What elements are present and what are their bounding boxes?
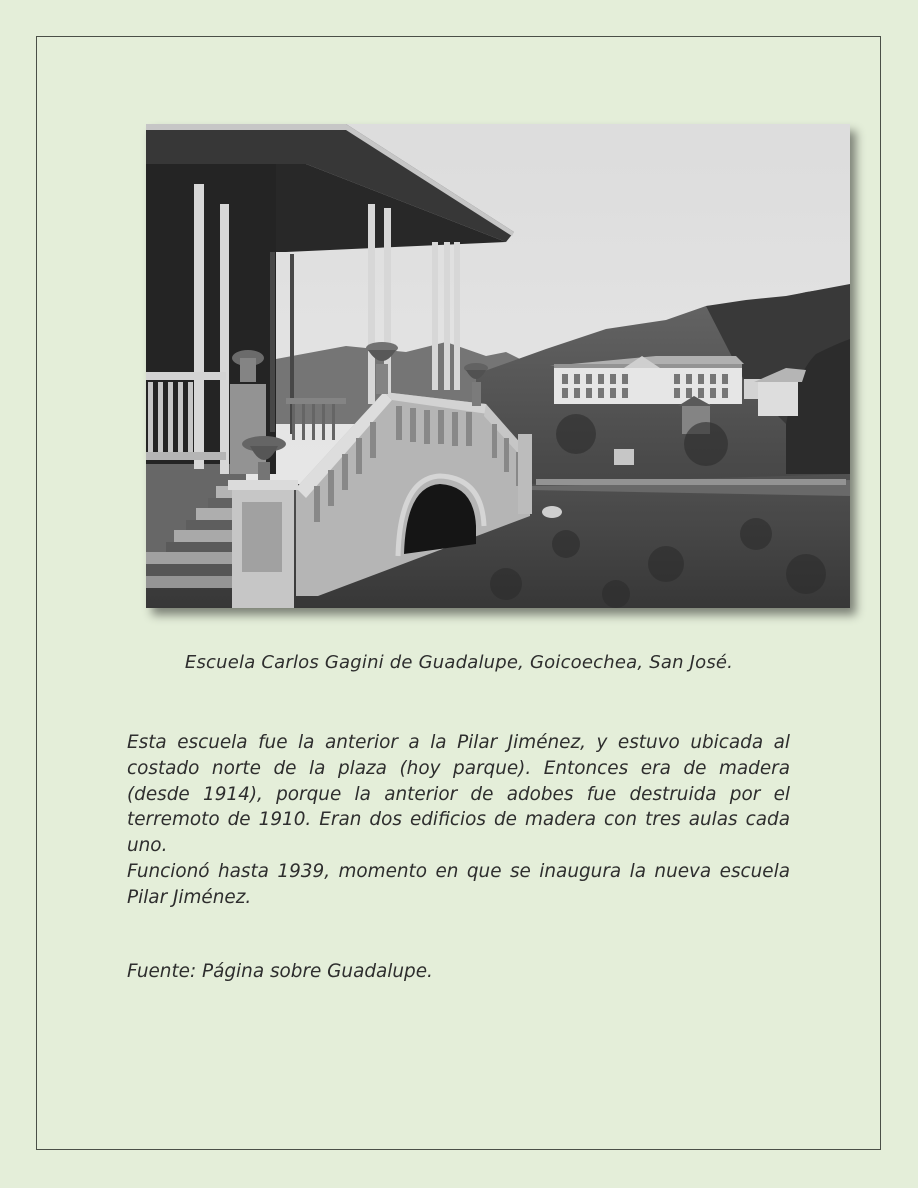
photo-caption: Escuela Carlos Gagini de Guadalupe, Goicoechea, San José. [184,652,734,673]
school-photo-drawing [146,124,850,608]
paragraph-1: Esta escuela fue la anterior a la Pilar Jiménez, y estuvo ubicada al costado norte de la plaza (hoy parque). Entonces era de madera (desde 1914), porque la anterior de adobes fue destruida por el terremoto de 1910. Eran dos edificios de madera con tres aulas cada uno. [127,732,790,857]
school-photo [146,124,850,608]
paragraph-2: Funcionó hasta 1939, momento en que se inaugura la nueva escuela Pilar Jiménez. [127,860,790,908]
source-line: Fuente: Página sobre Guadalupe. [127,961,433,982]
description-text [127,730,790,911]
